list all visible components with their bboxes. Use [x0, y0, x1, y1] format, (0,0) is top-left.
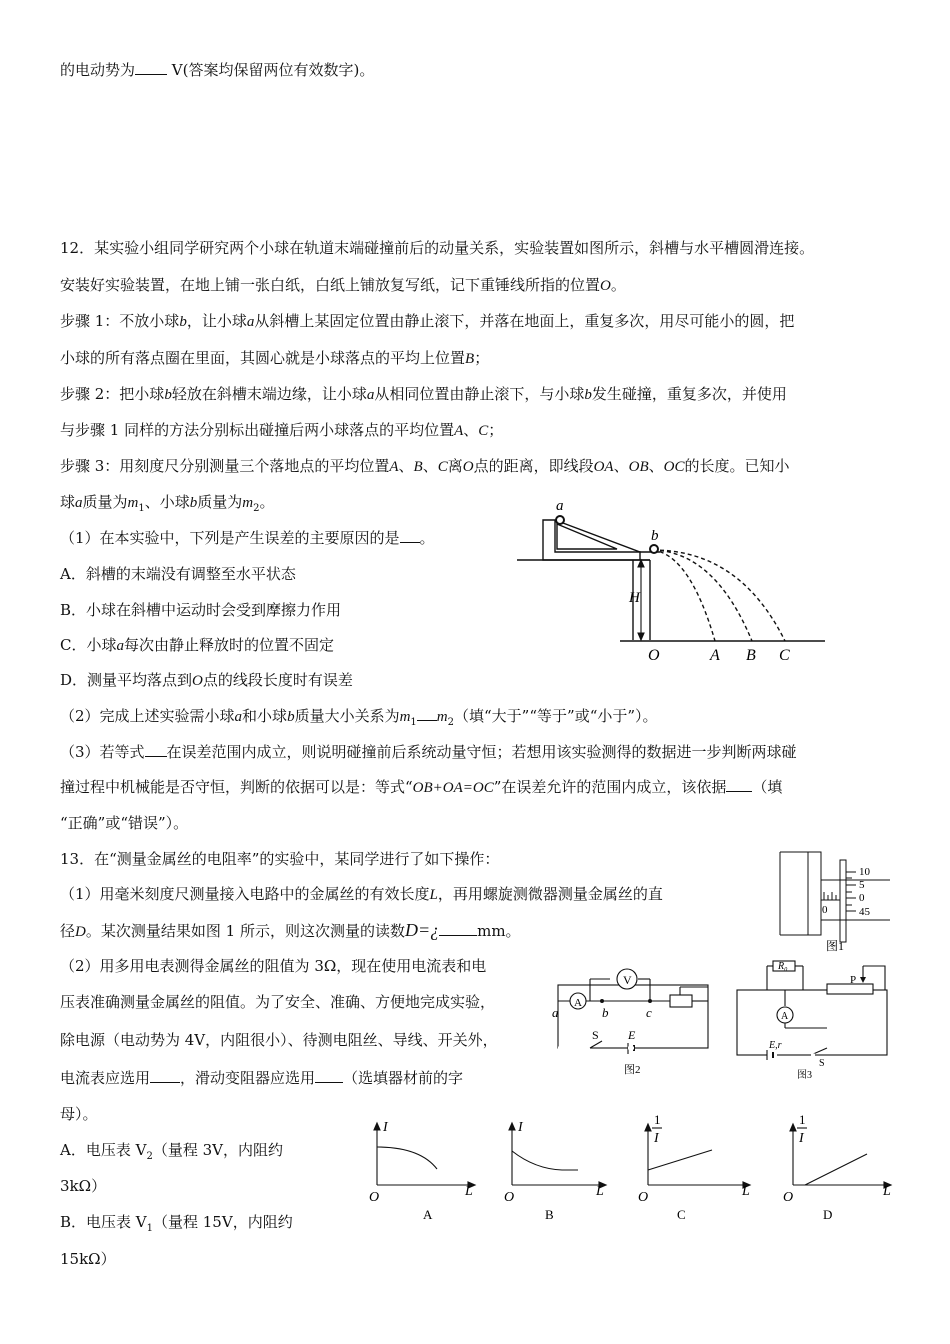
var-C: C	[478, 423, 489, 439]
graph-label-c: C	[677, 1207, 686, 1222]
graph-c	[632, 1108, 757, 1225]
q12-intro: 12．某实验小组同学研究两个小球在轨道末端碰撞前后的动量关系，实验装置如图所示，斜槽与水平槽圆滑连接。	[60, 239, 815, 257]
var-A: A	[454, 423, 464, 439]
label-a: a	[556, 498, 564, 514]
q12-text: 从相同位置由静止滚下，与小球	[374, 385, 585, 403]
axis-one: 1	[799, 1112, 806, 1127]
q12-text: ，让小球	[186, 312, 247, 330]
var-m: m	[436, 709, 448, 725]
q12-text: （3）若等式	[60, 743, 145, 761]
q13-text: 电流表应选用	[60, 1069, 151, 1087]
q12-part3	[60, 742, 797, 762]
rheostat-choice-blank[interactable]	[315, 1068, 343, 1083]
q12-text: （填“大于”“等于”或“小于”）。	[454, 707, 658, 725]
q12-text: 质量大小关系为	[294, 707, 400, 725]
q13-text: 母）。	[60, 1105, 98, 1123]
option-text: （量程 3V，内阻约	[152, 1141, 283, 1159]
q12-line2	[60, 275, 626, 296]
option-text: 15kΩ）	[60, 1250, 116, 1268]
fig1-caption: 图1	[826, 939, 845, 953]
q12-text: 安装好实验装置，在地上铺一张白纸，白纸上铺放复写纸，记下重锤线所指的位置	[60, 276, 601, 294]
thimble-tick-0: 0	[859, 892, 865, 904]
q13-text: ，滑动变阻器应选用	[180, 1069, 316, 1087]
graph-a	[365, 1115, 485, 1225]
var-m: m	[127, 495, 139, 511]
switch-S3: S	[819, 1058, 825, 1069]
option-text: 每次由静止释放时的位置不固定	[123, 636, 334, 654]
collision-apparatus-figure	[515, 500, 830, 665]
q12-text: 和小球	[242, 707, 288, 725]
var-OB: OB	[628, 459, 649, 475]
q12-part3-end	[60, 813, 188, 833]
q12-text: 、	[648, 457, 664, 475]
var-O: O	[600, 278, 611, 294]
axis-one: 1	[654, 1112, 661, 1127]
q12-text: 质量为	[82, 493, 128, 511]
label-b: b	[651, 528, 659, 544]
q12-text: ；	[474, 349, 490, 367]
option-text: A．电压表 V	[60, 1141, 147, 1159]
q12-step2-cont	[60, 420, 503, 441]
var-B: B	[413, 459, 423, 475]
q13-part1	[60, 884, 663, 905]
q13-text: （2）用多用电表测得金属丝的阻值为 3Ω，现在使用电流表和电	[60, 957, 487, 975]
option-text: B．电压表 V	[60, 1213, 147, 1231]
q12-text: 在误差范围内成立，则说明碰撞前后系统动量守恒；若想用该实验测得的数据进一步判断两球碰	[166, 743, 797, 761]
q12-text: 撞过程中机械能是否守恒，判断的依据可以是：等式“	[60, 778, 413, 796]
origin-O: O	[783, 1190, 794, 1205]
q13-intro: 13．在“测量金属丝的电阻率”的实验中，某同学进行了如下操作：	[60, 850, 500, 868]
q12-text: 从斜槽上某固定位置由静止滚下，并落在地面上，重复多次，用尽可能小的圆，把	[254, 312, 795, 330]
var-A: A	[389, 459, 399, 475]
option-text: D．测量平均落点到	[60, 671, 193, 689]
source-Er: E,r	[769, 1040, 782, 1051]
q12-text: 质量为	[197, 493, 243, 511]
q13-part2-l2	[60, 992, 495, 1012]
sub-2: 2	[253, 503, 260, 514]
sub-1: 1	[138, 503, 145, 514]
slider-P: P	[850, 974, 857, 986]
var-B: B	[465, 351, 475, 367]
var-b: b	[584, 387, 592, 403]
q12-text: ；	[488, 421, 504, 439]
q13-text: 压表准确测量金属丝的阻值。为了安全、准确、方便地完成实验，	[60, 993, 496, 1011]
label-O: O	[648, 647, 660, 664]
q13-part2	[60, 956, 486, 976]
q12-text: 。	[610, 276, 626, 294]
var-C: C	[437, 459, 448, 475]
q12-option-a	[60, 564, 296, 584]
q13-text: （选填器材前的字	[343, 1069, 464, 1087]
q12-text: 点的距离，即线段	[473, 457, 594, 475]
q12-step2	[60, 384, 787, 405]
graph-label-b: B	[545, 1207, 554, 1222]
var-a: a	[75, 495, 83, 511]
axis-L: L	[465, 1184, 473, 1199]
var-L: L	[429, 887, 438, 903]
q12-text: （1）在本实验中，下列是产生误差的主要原因的是	[60, 529, 400, 547]
switch-S: S	[592, 1028, 599, 1042]
q13-line1	[60, 849, 499, 869]
var-b: b	[287, 709, 295, 725]
prev-text-before: 的电动势为	[60, 61, 136, 79]
thimble-tick-5: 5	[859, 879, 865, 891]
thimble-tick-10: 10	[859, 866, 870, 878]
energy-equation: OB+OA=OC	[412, 780, 494, 796]
var-a: a	[366, 387, 375, 403]
axis-L: L	[742, 1184, 750, 1199]
ball-a-icon	[556, 516, 564, 524]
q12-text: 离	[447, 457, 463, 475]
q12-text: 步骤 2：把小球	[60, 385, 165, 403]
q13-option-b	[60, 1212, 293, 1239]
q12-line1	[60, 238, 814, 258]
var-D: D	[75, 924, 86, 940]
axis-I: I	[383, 1120, 388, 1135]
fig3-caption: 图3	[797, 1070, 812, 1081]
q12-text: “正确”或“错误”）。	[60, 814, 189, 832]
q13-text: 径	[60, 922, 76, 940]
q12-text: 发生碰撞，重复多次，并使用	[591, 385, 787, 403]
q12-p1-answer-blank[interactable]	[400, 528, 420, 543]
fig2-caption: 图2	[624, 1064, 641, 1076]
axis-L: L	[883, 1184, 891, 1199]
q12-option-b	[60, 600, 341, 620]
q12-text: （填	[752, 778, 783, 796]
var-b: b	[189, 495, 198, 511]
option-text: C．小球	[60, 636, 117, 654]
q12-step3	[60, 456, 789, 477]
q12-text: 与步骤 1 同样的方法分别标出碰撞后两小球落点的平均位置	[60, 421, 455, 439]
circuit-figure-2	[550, 965, 715, 1077]
option-text: A．斜槽的末端没有调整至水平状态	[60, 565, 296, 583]
label-H: H	[629, 590, 640, 606]
judgement-blank[interactable]	[726, 777, 752, 792]
axis-I: I	[518, 1120, 523, 1135]
q13-option-a-cont	[60, 1176, 106, 1196]
prev-text-after: V(答案均保留两位有效数字)。	[167, 61, 375, 79]
q12-text: 球	[60, 493, 76, 511]
momentum-equation-blank[interactable]	[145, 742, 167, 757]
q13-option-b-cont	[60, 1249, 116, 1269]
q12-text: 、小球	[144, 493, 190, 511]
q12-text: 轻放在斜槽末端边缘，让小球	[171, 385, 367, 403]
option-text: 3kΩ）	[60, 1177, 107, 1195]
q13-text: 。某次测量结果如图 1 所示，则这次测量的读数	[85, 922, 405, 940]
q12-text: ”在误差允许的范围内成立，该依据	[493, 778, 727, 796]
node-b: b	[602, 1005, 609, 1020]
axis-I: I	[654, 1131, 659, 1146]
q12-option-c	[60, 635, 334, 656]
q13-part2-l3	[60, 1030, 498, 1050]
var-O: O	[462, 459, 474, 475]
q12-part3-cont	[60, 777, 782, 798]
ball-b-icon	[650, 545, 658, 553]
thimble-tick-45: 45	[859, 906, 870, 918]
node-a: a	[552, 1005, 559, 1020]
graph-d	[777, 1108, 897, 1225]
q12-part1	[60, 528, 435, 548]
source-E: E	[628, 1028, 636, 1042]
q13-text: （1）用毫米刻度尺测量接入电路中的金属丝的有效长度	[60, 885, 430, 903]
micrometer-figure	[778, 850, 898, 955]
var-m: m	[399, 709, 411, 725]
option-text: B．小球在斜槽中运动时会受到摩擦力作用	[60, 601, 342, 619]
option-text: （量程 15V，内阻约	[153, 1213, 293, 1231]
prev-answer-line	[60, 60, 374, 80]
q12-option-d	[60, 670, 353, 691]
var-O: O	[192, 673, 203, 689]
ammeter-symbol-3: A	[781, 1011, 789, 1022]
q12-text: 、	[398, 457, 414, 475]
q12-text: （2）完成上述实验需小球	[60, 707, 235, 725]
q12-part2	[60, 706, 658, 733]
axis-L: L	[596, 1184, 604, 1199]
sub-1: 1	[410, 717, 417, 728]
q12-step3-cont	[60, 492, 275, 519]
var-b: b	[164, 387, 172, 403]
q12-text: 、	[613, 457, 629, 475]
q13-text: ，再用螺旋测微器测量金属丝的直	[437, 885, 663, 903]
var-a: a	[246, 314, 255, 330]
q12-step1	[60, 311, 794, 332]
q12-text: 、	[463, 421, 479, 439]
var-OA: OA	[593, 459, 614, 475]
graph-label-d: D	[823, 1207, 833, 1222]
origin-O: O	[638, 1190, 649, 1205]
q13-text: mm。	[477, 922, 521, 940]
var-a: a	[116, 638, 124, 654]
q12-step1-cont	[60, 348, 489, 369]
label-B: B	[746, 647, 756, 664]
q12-text: 。	[419, 529, 435, 547]
q12-text: 。	[259, 493, 275, 511]
node-c: c	[646, 1005, 652, 1020]
q13-part2-l5	[60, 1104, 98, 1124]
reading-expr: D=¿	[404, 920, 440, 940]
sub-2: 2	[447, 717, 455, 728]
sub-2: 2	[146, 1151, 153, 1162]
q12-text: 步骤 1：不放小球	[60, 312, 180, 330]
voltmeter-symbol: V	[623, 973, 632, 987]
origin-O: O	[369, 1190, 380, 1205]
label-A: A	[710, 647, 720, 664]
var-a: a	[234, 709, 243, 725]
label-C: C	[779, 647, 790, 664]
q13-option-a	[60, 1140, 283, 1167]
q13-text: 除电源（电动势为 4V，内阻很小）、待测电阻丝、导线、开关外，	[60, 1031, 498, 1049]
origin-O: O	[504, 1190, 515, 1205]
micrometer-reading-blank[interactable]	[439, 921, 477, 936]
q12-text: 步骤 3：用刻度尺分别测量三个落地点的平均位置	[60, 457, 390, 475]
q13-part2-l4	[60, 1068, 463, 1088]
axis-I: I	[799, 1131, 804, 1146]
ammeter-choice-blank[interactable]	[150, 1068, 180, 1083]
var-b: b	[179, 314, 187, 330]
ammeter-symbol: A	[574, 997, 582, 1009]
q12-text: 、	[422, 457, 438, 475]
graph-label-a: A	[423, 1207, 433, 1222]
graph-b	[500, 1115, 615, 1225]
q12-text: 小球的所有落点圈在里面，其圆心就是小球落点的平均上位置	[60, 349, 466, 367]
resistor-R0: R₀	[778, 961, 788, 972]
emf-answer-blank[interactable]	[135, 60, 167, 75]
circuit-figure-3	[735, 958, 895, 1083]
q12-text: 的长度。已知小	[684, 457, 790, 475]
q13-part1-cont	[60, 920, 521, 942]
sleeve-zero: 0	[822, 904, 828, 916]
sub-1: 1	[146, 1223, 153, 1234]
option-text: 点的线段长度时有误差	[202, 671, 353, 689]
var-m: m	[242, 495, 254, 511]
var-OC: OC	[663, 459, 685, 475]
mass-relation-blank[interactable]	[417, 706, 437, 721]
